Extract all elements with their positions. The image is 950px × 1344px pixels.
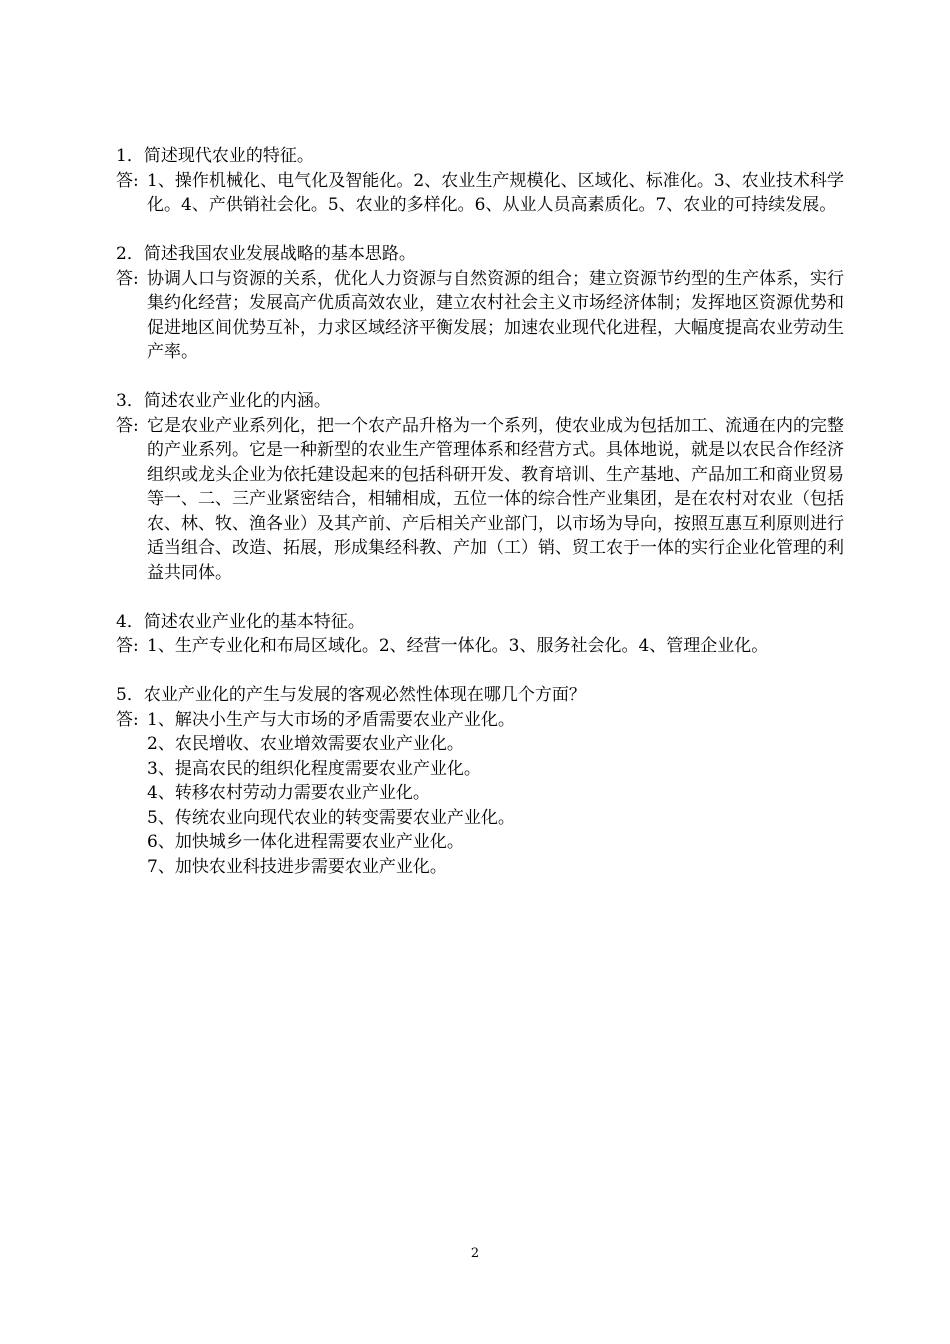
answer-list-item: 7、加快农业科技进步需要农业产业化。: [147, 856, 447, 877]
answer-prefix: 答:: [116, 709, 139, 730]
answer-body: 1、解决小生产与大市场的矛盾需要农业产业化。: [147, 709, 515, 730]
question-text: 2．简述我国农业发展战略的基本思路。: [116, 244, 416, 264]
question-text: 3．简述农业产业化的内涵。: [116, 391, 331, 411]
question-text: 1．简述现代农业的特征。: [116, 146, 314, 166]
page-number: 2: [470, 1246, 480, 1261]
answer-prefix: 答:: [116, 170, 139, 191]
qa-item-4: [116, 610, 844, 659]
answer-body: 协调人口与资源的关系，优化人力资源与自然资源的组合；建立资源节约型的生产体系，实行集约化经营；发展高产优质高效农业，建立农村社会主义市场经济体制；发挥地区资源优势和促进地区间优势互补，力求区域经济平衡发展；加速农业现代化进程，大幅度提高农业劳动生产率。: [147, 268, 844, 362]
answer-text: [116, 414, 844, 586]
answer-list-item: 3、提高农民的组织化程度需要农业产业化。: [147, 758, 481, 779]
question-text: 4．简述农业产业化的基本特征。: [116, 611, 365, 632]
question-text: 5．农业产业化的产生与发展的客观必然性体现在哪几个方面？: [116, 685, 586, 705]
answer-list-item: 5、传统农业向现代农业的转变需要农业产业化。: [147, 807, 515, 828]
answer-prefix: 答:: [116, 268, 139, 289]
answer-body: 它是农业产业系列化，把一个农产品升格为一个系列，使农业成为包括加工、流通在内的完整的产业系列。它是一种新型的农业生产管理体系和经营方式。具体地说，就是以农民合作经济组织或龙头企业为依托建设起来的包括科研开发、教育培训、生产基地、产品加工和商业贸易等一、二、三产业紧密结合，相辅相成，五位一体的综合性产业集团，是在农村对农业（包括农、林、牧、渔各业）及其产前、产后相关产业部门，以市场为导向，按照互惠互利原则进行适当组合、改造、拓展，形成集经科教、产加（工）销、贸工农于一体的实行企业化管理的利益共同体。: [147, 415, 844, 583]
answer-prefix: 答:: [116, 415, 139, 436]
answer-body: 1、生产专业化和布局区域化。2、经营一体化。3、服务社会化。4、管理企业化。: [147, 636, 769, 656]
qa-item-1: [116, 144, 844, 218]
answer-text: [116, 634, 844, 659]
answer-text: [116, 267, 844, 365]
qa-item-3: [116, 389, 844, 585]
answer-body: 1、操作机械化、电气化及智能化。2、农业生产规模化、区域化、标准化。3、农业技术科学化。4、产供销社会化。5、农业的多样化。6、从业人员高素质化。7、农业的可持续发展。: [147, 170, 844, 215]
answer-list-item: 6、加快城乡一体化进程需要农业产业化。: [147, 832, 464, 852]
qa-item-2: [116, 242, 844, 365]
answer-text: [116, 708, 844, 733]
answer-list-item: 2、农民增收、农业增效需要农业产业化。: [147, 734, 464, 754]
answer-list-item: 4、转移农村劳动力需要农业产业化。: [147, 783, 430, 803]
qa-item-5: [116, 683, 844, 879]
document-body: [116, 144, 844, 904]
answer-prefix: 答:: [116, 636, 139, 656]
answer-text: [116, 169, 844, 218]
